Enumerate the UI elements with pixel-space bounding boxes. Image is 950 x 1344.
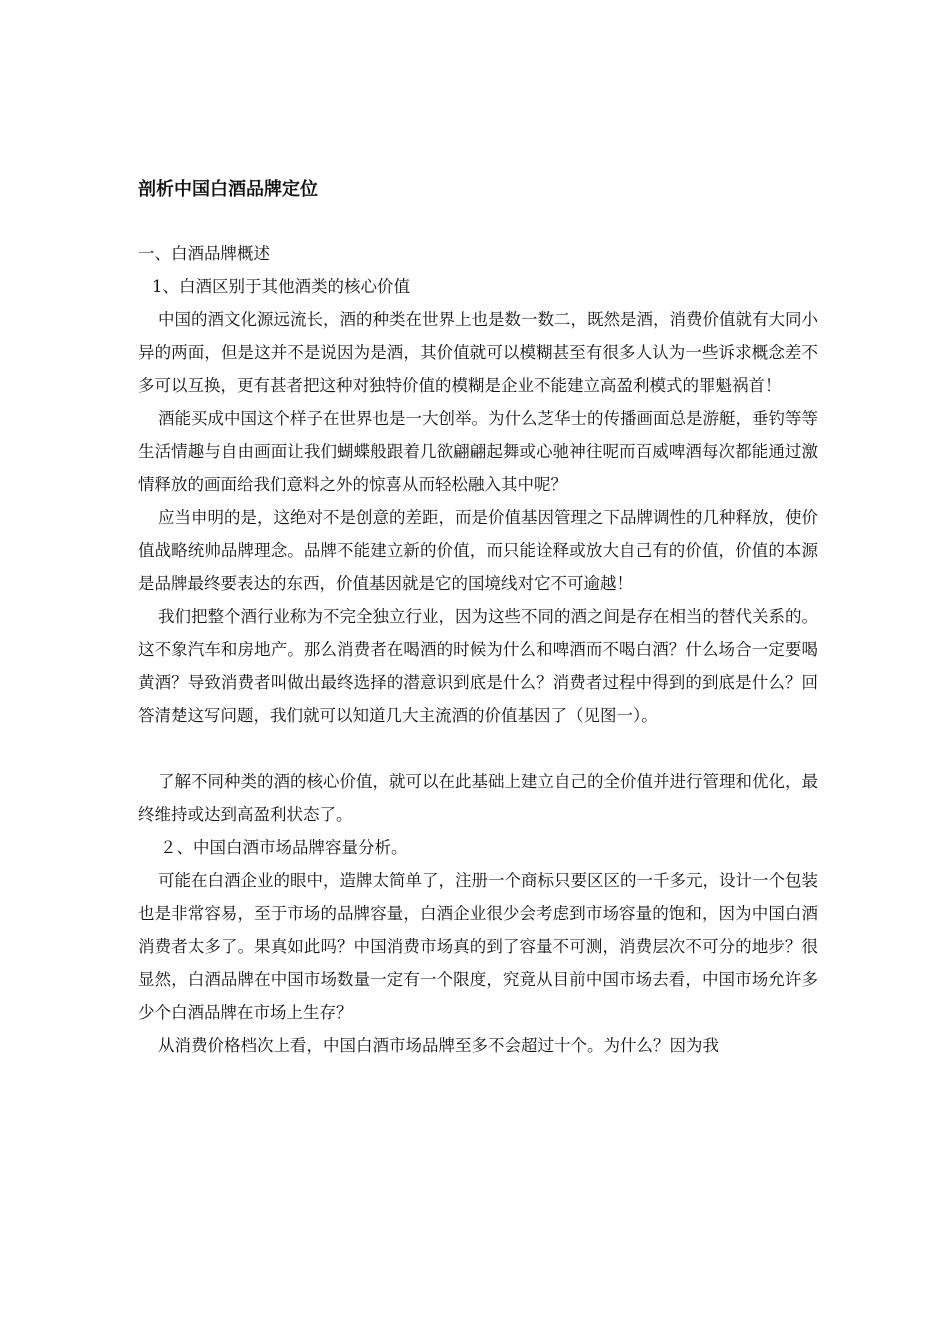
section-heading: 一、白酒品牌概述	[138, 244, 270, 263]
subsection-heading: 1、白酒区别于其他酒类的核心价值	[152, 277, 410, 296]
document-body	[138, 237, 818, 1062]
figure-gap	[138, 732, 818, 765]
body-paragraph: 可能在白酒企业的眼中，造牌太简单了，注册一个商标只要区区的一千多元，设计一个包装也是非常容易，至于市场的品牌容量，白酒企业很少会考虑到市场容量的饱和，因为中国白酒消费者太多了。果真如此吗？中国消费市场真的到了容量不可测，消费层次不可分的地步？很显然，白酒品牌在中国市场数量一定有一个限度，究竟从目前中国市场去看，中国市场允许多少个白酒品牌在市场上生存？	[138, 871, 818, 1022]
document-title: 剖析中国白酒品牌定位	[138, 179, 318, 200]
body-paragraph: 应当申明的是，这绝对不是创意的差距，而是价值基因管理之下品牌调性的几种释放，使价值战略统帅品牌理念。品牌不能建立新的价值，而只能诠释或放大自己有的价值，价值的本源是品牌最终要表达的东西，价值基因就是它的国境线对它不可逾越！	[138, 508, 818, 593]
body-paragraph: 了解不同种类的酒的核心价值，就可以在此基础上建立自己的全价值并进行管理和优化，最终维持或达到高盈利状态了。	[138, 772, 818, 824]
body-paragraph: 中国的酒文化源远流长，酒的种类在世界上也是数一数二，既然是酒，消费价值就有大同小异的两面，但是这并不是说因为是酒，其价值就可以模糊甚至有很多人认为一些诉求概念差不多可以互换，更有甚者把这种对独特价值的模糊是企业不能建立高盈利模式的罪魁祸首！	[138, 310, 818, 395]
subsection-heading: ２、中国白酒市场品牌容量分析。	[160, 838, 408, 857]
body-paragraph: 我们把整个酒行业称为不完全独立行业，因为这些不同的酒之间是存在相当的替代关系的。这不象汽车和房地产。那么消费者在喝酒的时候为什么和啤酒而不喝白酒？什么场合一定要喝黄酒？导致消费者叫做出最终选择的潜意识到底是什么？消费者过程中得到的到底是什么？回答清楚这写问题，我们就可以知道几大主流酒的价值基因了（见图一）。	[138, 607, 818, 725]
body-paragraph: 从消费价格档次上看，中国白酒市场品牌至多不会超过十个。为什么？因为我	[158, 1036, 719, 1055]
body-paragraph: 酒能买成中国这个样子在世界也是一大创举。为什么芝华士的传播画面总是游艇，垂钓等等生活情趣与自由画面让我们蝴蝶般跟着几欲翩翩起舞或心驰神往呢而百威啤酒每次都能通过激情释放的画面给我们意料之外的惊喜从而轻松融入其中呢？	[138, 409, 818, 494]
